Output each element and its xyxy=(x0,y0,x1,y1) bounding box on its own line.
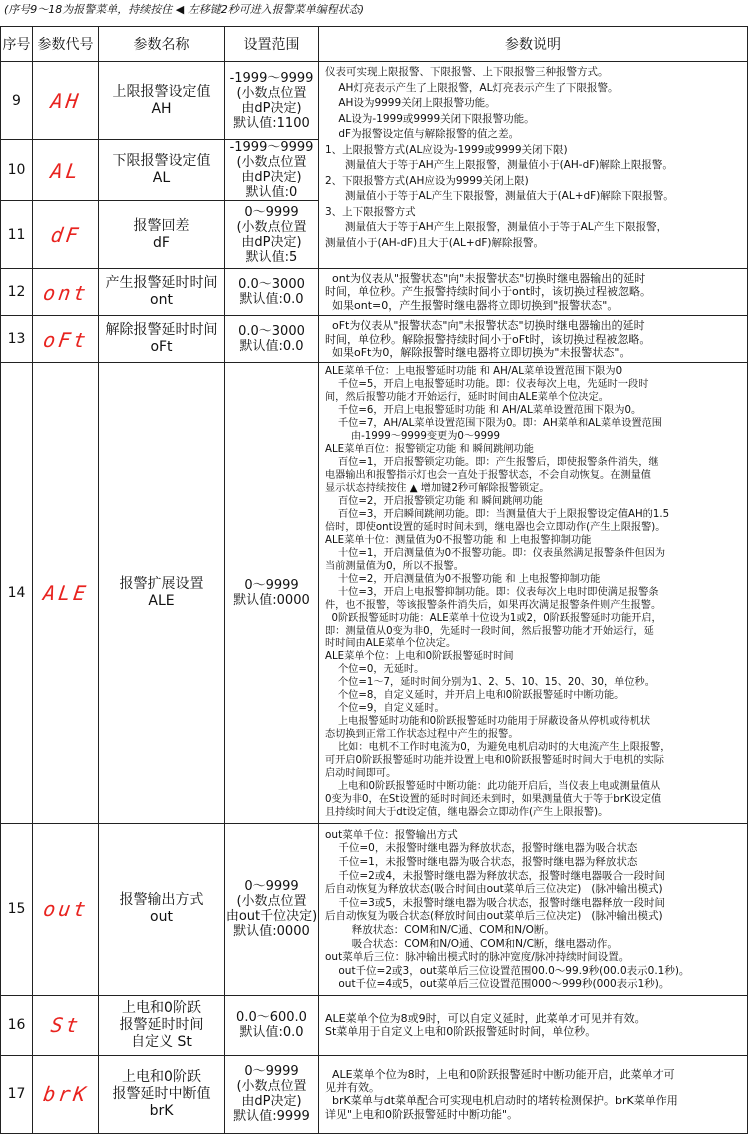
param-range-line: 0～9999 xyxy=(244,578,299,594)
param-name xyxy=(99,316,225,363)
desc-line: ALE菜单个位：上电和0阶跃报警延时时间 xyxy=(325,651,514,663)
param-name-line: 报警延时中断值 xyxy=(112,1085,211,1102)
param-code: ont xyxy=(29,269,102,316)
param-code: AH xyxy=(27,62,104,140)
param-range-line: 默认值:9999 xyxy=(233,1109,310,1125)
desc-line: 0阶跃报警延时功能：ALE菜单十位设为1或2，0阶跃报警延时功能开启， xyxy=(325,612,662,624)
desc-line: 态切换到正常工作状态过程中产生的报警。 xyxy=(325,729,519,741)
param-range-line: -1999～9999 xyxy=(229,140,314,155)
header-no: 序号 xyxy=(1,27,33,62)
param-range xyxy=(225,316,319,363)
param-name-line: 产生报警延时时间 xyxy=(105,275,218,292)
desc-line: 电器输出和报警指示灯也会一直处于报警状态，不会自动恢复。在测量值 xyxy=(325,470,651,482)
desc-line: out千位=2或3，out菜单后三位设置范围00.0～99.9秒(00.0表示0.1秒)。 xyxy=(325,964,690,977)
param-name-line: 报警延时时间 xyxy=(119,1016,204,1033)
desc-line: 百位=3，开启瞬间跳闸功能。即：当测量值大于上限报警设定值AH的1.5 xyxy=(325,508,670,520)
param-range-line: 由dP决定) xyxy=(241,1094,302,1110)
param-code: oFt xyxy=(29,316,102,363)
desc-line: 千位=7，AH/AL菜单设置范围下限为0。即：AH菜单和AL菜单设置范围 xyxy=(325,418,662,430)
param-range-line: (小数点位置 xyxy=(236,155,307,170)
param-name-line: 上电和0阶跃 xyxy=(122,999,201,1016)
desc-line: 个位=1～7，延时时间分别为1、2、5、10、15、20、30，单位秒。 xyxy=(325,677,655,689)
param-range-line: (小数点位置 xyxy=(236,1079,307,1095)
param-range-line: 由out千位决定) xyxy=(225,909,318,925)
table-row xyxy=(1,363,748,823)
desc-line: out菜单后三位：脉冲输出模式时的脉冲宽度/脉冲持续时间设置。 xyxy=(325,951,630,964)
desc-line: dF为报警设定值与解除报警的值之差。 xyxy=(325,128,520,140)
desc-line: 时时间由ALE菜单个位决定。 xyxy=(325,638,457,650)
desc-line: St菜单用于自定义上电和0阶跃报警延时时间，单位秒。 xyxy=(325,1025,597,1039)
param-name-line: dF xyxy=(153,234,170,251)
desc-line: 个位=0，无延时。 xyxy=(325,664,425,676)
intro-line xyxy=(0,0,750,26)
desc-line: 如果ont=0，产生报警时继电器将立即切换到"报警状态"。 xyxy=(325,298,619,312)
param-name-line: 解除报警延时时间 xyxy=(105,322,218,339)
desc-line: 启动时间即可。 xyxy=(325,767,397,779)
param-name xyxy=(99,201,225,269)
desc-line: brK菜单与dt菜单配合可实现电机启动时的堵转检测保护。brK菜单作用 xyxy=(325,1094,678,1108)
header-code: 参数代号 xyxy=(33,27,99,62)
param-name-line: AL xyxy=(152,170,171,186)
desc-line: ont为仪表从"报警状态"向"未报警状态"切换时继电器输出的延时 xyxy=(325,272,646,285)
param-range-line: 0.0～3000 xyxy=(238,277,305,293)
param-name xyxy=(99,1055,225,1133)
param-range xyxy=(225,363,319,823)
desc-line: out菜单千位：报警输出方式 xyxy=(325,828,458,841)
param-range-line: 0～9999 xyxy=(244,1064,299,1080)
param-code: brK xyxy=(27,1055,104,1133)
param-range xyxy=(225,995,319,1055)
param-code: out xyxy=(20,823,110,995)
param-name-line: ALE xyxy=(148,593,175,610)
table-row xyxy=(1,1055,748,1133)
param-range xyxy=(225,823,319,995)
desc-line: 十位=2，开启测量值为0不报警功能 和 上电报警抑制功能 xyxy=(325,573,601,585)
desc-line: AL设为-1999或9999关闭下限报警功能。 xyxy=(325,112,535,125)
param-range-line: 0.0～600.0 xyxy=(236,1010,307,1026)
desc-line: 见并有效。 xyxy=(325,1081,380,1095)
param-code: dF xyxy=(28,201,104,269)
desc-line: 个位=9，自定义延时。 xyxy=(325,703,445,715)
desc-line: 十位=3，开启上电报警抑制功能。即：仪表每次上电时即使满足报警条 xyxy=(325,586,659,598)
desc-line: 千位=6，开启上电报警延时功能 和 AH/AL菜单设置范围下限为0。 xyxy=(325,405,642,417)
row-number: 11 xyxy=(1,201,33,269)
param-desc-out xyxy=(319,823,748,995)
desc-line: 后自动恢复为释放状态(吸合时间由out菜单后三位决定) (脉冲输出模式) xyxy=(325,883,663,896)
desc-line: 千位=0，未报警时继电器为释放状态，报警时继电器为吸合状态 xyxy=(325,842,638,855)
param-name-line: 报警扩展设置 xyxy=(119,576,204,593)
param-name-line: 报警回差 xyxy=(133,217,190,234)
desc-line: 间，然后报警功能才开始运行，延时时间由ALE菜单个位决定。 xyxy=(325,392,609,404)
desc-line: AH设为9999关闭上限报警功能。 xyxy=(325,97,496,109)
param-name xyxy=(99,140,225,201)
desc-line: oFt为仪表从"报警状态"向"未报警状态"切换时继电器输出的延时 xyxy=(325,319,645,333)
desc-line: 时间，单位秒。产生报警持续时间小于ont时，该切换过程被忽略。 xyxy=(325,285,652,299)
desc-line: ALE菜单十位：测量值为0不报警功能 和 上电报警抑制功能 xyxy=(325,534,592,546)
desc-line: 百位=2，开启报警锁定功能 和 瞬间跳闸功能 xyxy=(325,495,543,507)
desc-line: 件，也不报警，等该报警条件消失后，如果再次满足报警条件则产生报警。 xyxy=(325,599,662,611)
desc-line: 详见"上电和0阶跃报警延时中断功能"。 xyxy=(325,1107,519,1121)
table-row xyxy=(1,62,748,140)
header-desc: 参数说明 xyxy=(319,27,748,62)
param-range-line: -1999～9999 xyxy=(229,70,314,86)
param-desc-ah-al-df xyxy=(319,62,748,269)
desc-line: 1、上限报警方式(AL应设为-1999或9999关闭下限) xyxy=(325,143,568,156)
param-range-line: 默认值:0.0 xyxy=(239,339,304,355)
desc-line: 由-1999～9999变更为0～9999 xyxy=(325,431,500,443)
desc-line: 个位=8，自定义延时，并开启上电和0阶跃报警延时中断功能。 xyxy=(325,690,625,702)
param-range-line: 0.0～3000 xyxy=(238,324,305,340)
table-row xyxy=(1,316,748,363)
param-range-line: 0～9999 xyxy=(244,204,299,220)
param-name-line: brK xyxy=(149,1102,174,1119)
row-number: 12 xyxy=(1,269,33,316)
desc-line: 可开启0阶跃报警延时功能并设置上电和0阶跃报警延时时间大于电机的实际 xyxy=(325,755,664,767)
desc-line: ALE菜单百位：报警锁定功能 和 瞬间跳闸功能 xyxy=(325,444,534,456)
row-number: 17 xyxy=(1,1055,33,1133)
param-range-line: 0～9999 xyxy=(244,879,299,895)
param-name-line: oFt xyxy=(150,339,173,356)
param-range-line: 默认值:5 xyxy=(245,249,298,265)
desc-line: 百位=1，开启报警锁定功能。即：产生报警后，即使报警条件消失，继 xyxy=(325,457,659,469)
param-name-line: 上电和0阶跃 xyxy=(122,1068,201,1085)
header-name: 参数名称 xyxy=(99,27,225,62)
param-name-line: 下限报警设定值 xyxy=(112,153,211,169)
param-name xyxy=(99,269,225,316)
desc-line: 释放状态：COM和N/C通、COM和N/O断。 xyxy=(325,923,555,936)
desc-line: 时间，单位秒。解除报警持续时间小于oFt时，该切换过程被忽略。 xyxy=(325,332,651,346)
param-range-line: 默认值:0000 xyxy=(233,593,310,609)
desc-line: ALE菜单个位为8或9时，可以自定义延时，此菜单才可见并有效。 xyxy=(325,1012,646,1026)
row-number: 9 xyxy=(1,62,33,140)
param-code: ALE xyxy=(0,363,131,823)
param-desc xyxy=(319,316,748,363)
header-range: 设置范围 xyxy=(225,27,319,62)
desc-line: 倍时，即使ont设置的延时时间未到，继电器也会立即动作(产生上限报警)。 xyxy=(325,521,666,533)
row-number: 15 xyxy=(1,823,33,995)
desc-line: AH灯亮表示产生了上限报警，AL灯亮表示产生了下限报警。 xyxy=(325,81,619,94)
param-range-line: 由dP决定) xyxy=(241,234,302,250)
desc-line: ALE菜单个位为8时，上电和0阶跃报警延时中断功能开启，此菜单才可 xyxy=(325,1067,675,1081)
param-name xyxy=(99,62,225,140)
param-range-line: 默认值:0000 xyxy=(233,924,310,940)
desc-line: 千位=1，未报警时继电器为吸合状态，报警时继电器为释放状态 xyxy=(325,855,638,868)
param-range-line: 默认值:1100 xyxy=(233,115,310,131)
desc-line: 2、下限报警方式(AH应设为9999关闭上限) xyxy=(325,174,529,187)
desc-line: 当前测量值为0，所以不报警。 xyxy=(325,560,464,572)
param-name-line: 自定义 St xyxy=(131,1033,192,1050)
alarm-parameter-table xyxy=(0,26,748,1134)
desc-line: ALE菜单千位：上电报警延时功能 和 AH/AL菜单设置范围下限为0 xyxy=(325,366,623,378)
desc-line: 千位=3或5，未报警时继电器为吸合状态，报警时继电器释放一段时间 xyxy=(325,896,666,909)
row-number: 14 xyxy=(1,363,33,823)
row-number: 16 xyxy=(1,995,33,1055)
desc-line: 千位=2或4，未报警时继电器为释放状态，报警时继电器吸合一段时间 xyxy=(325,869,666,882)
desc-line: 测量值小于等于AL产生下限报警，测量值大于(AL+dF)解除下限报警。 xyxy=(325,190,674,202)
param-code: AL xyxy=(28,140,103,201)
desc-line: 测量值大于等于AH产生上限报警，测量值小于等于AL产生下限报警， xyxy=(325,221,668,233)
desc-line: 3、上下限报警方式 xyxy=(325,205,416,218)
table-row xyxy=(1,995,748,1055)
param-range-line: 默认值:0 xyxy=(245,185,298,200)
param-name-line: 报警输出方式 xyxy=(119,892,204,909)
param-range-line: 由dP决定) xyxy=(241,100,302,116)
table-header-row xyxy=(1,27,748,62)
desc-line: 0变为非0，在St设置的延时时间还未到时，如果测量值大于等于brK设定值 xyxy=(325,793,662,805)
desc-line: 吸合状态：COM和N/O通、COM和N/C断，继电器动作。 xyxy=(325,937,618,950)
desc-line: 如果oFt为0，解除报警时继电器将立即切换为"未报警状态"。 xyxy=(325,346,631,360)
row-number: 10 xyxy=(1,140,33,201)
table-row xyxy=(1,823,748,995)
param-range xyxy=(225,1055,319,1133)
param-desc xyxy=(319,1055,748,1133)
param-desc xyxy=(319,269,748,316)
param-name xyxy=(99,995,225,1055)
desc-line: 千位=5，开启上电报警延时功能。即：仪表每次上电，先延时一段时 xyxy=(325,379,649,391)
desc-line: out千位=4或5，out菜单后三位设置范围000～999秒(000表示1秒)。 xyxy=(325,978,670,991)
desc-line: 测量值大于等于AH产生上限报警，测量值小于(AH-dF)解除上限报警。 xyxy=(325,159,673,171)
param-name-line: out xyxy=(150,909,173,926)
desc-line: 后自动恢复为吸合状态(释放时间由out菜单后三位决定) (脉冲输出模式) xyxy=(325,910,663,923)
desc-line: 十位=1，开启测量值为0不报警功能。即：仪表虽然满足报警条件但因为 xyxy=(325,547,666,559)
param-range-line: 默认值:0.0 xyxy=(239,292,304,308)
param-name-line: 上限报警设定值 xyxy=(112,83,211,100)
desc-line: 且持续时间大于dt设定值，继电器会立即动作(产生上限报警)。 xyxy=(325,806,609,818)
param-range xyxy=(225,201,319,269)
param-desc-ale xyxy=(319,363,748,823)
param-name-line: AH xyxy=(151,100,172,117)
param-desc xyxy=(319,995,748,1055)
param-range xyxy=(225,62,319,140)
param-name xyxy=(99,823,225,995)
param-range xyxy=(225,269,319,316)
desc-line: 显示状态持续按住 ▲ 增加键2秒可解除报警锁定。 xyxy=(325,483,550,495)
desc-line: 即：测量值从0变为非0，先延时一段时间，然后报警功能才开始运行，延 xyxy=(325,625,654,637)
param-code: St xyxy=(28,995,102,1055)
desc-line: 测量值小于(AH-dF)且大于(AL+dF)解除报警。 xyxy=(325,236,544,249)
param-name-line: ont xyxy=(150,292,173,309)
desc-line: 比如：电机不工作时电流为0，为避免电机启动时的大电流产生上限报警， xyxy=(325,742,671,754)
desc-line: 仪表可实现上限报警、下限报警、上下限报警三种报警方式。 xyxy=(325,66,609,78)
intro-text: (序号9～18为报警菜单，持续按住 ◀ 左移键2秒可进入报警菜单编程状态) xyxy=(4,3,365,16)
param-range-line: (小数点位置 xyxy=(236,85,307,101)
param-range-line: 默认值:0.0 xyxy=(239,1025,304,1041)
param-range-line: 由dP决定) xyxy=(241,170,302,185)
row-number: 13 xyxy=(1,316,33,363)
param-range-line: (小数点位置 xyxy=(236,894,307,910)
table-row xyxy=(1,269,748,316)
desc-line: 上电报警延时功能和0阶跃报警延时功能用于屏蔽设备从停机或待机状 xyxy=(325,716,651,728)
param-range-line: (小数点位置 xyxy=(236,219,307,235)
param-range xyxy=(225,140,319,201)
desc-line: 上电和0阶跃报警延时中断功能：此功能开启后，当仪表上电或测量值从 xyxy=(325,780,661,792)
